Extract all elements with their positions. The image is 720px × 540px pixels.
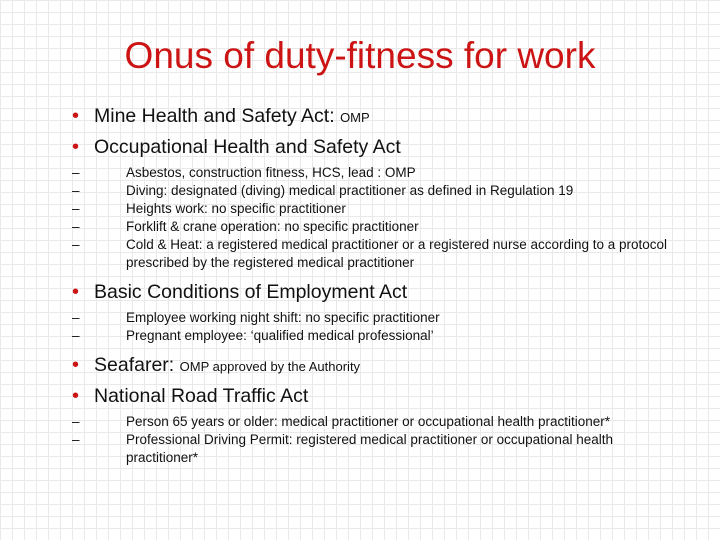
sub-item: – Professional Driving Permit: registered medical practitioner or occupational health practitioner* bbox=[72, 432, 613, 465]
bullet-label: National Road Traffic Act bbox=[94, 385, 309, 407]
bullet-list bbox=[72, 104, 682, 475]
bullet-marker: • bbox=[72, 105, 80, 127]
dash-marker: – bbox=[72, 165, 80, 180]
dash-marker: – bbox=[72, 219, 80, 234]
dash-marker: – bbox=[72, 237, 80, 252]
sub-item: – Asbestos, construction fitness, HCS, lead : OMP bbox=[72, 165, 416, 180]
bullet-marker: • bbox=[72, 354, 80, 376]
bullet-marker: • bbox=[72, 281, 80, 303]
bullet-seafarer bbox=[72, 353, 682, 379]
dash-marker: – bbox=[72, 201, 80, 216]
bullet-bcea bbox=[72, 280, 682, 304]
dash-marker: – bbox=[72, 414, 80, 429]
bullet-label: Basic Conditions of Employment Act bbox=[94, 281, 408, 303]
slide-title: Onus of duty-fitness for work bbox=[124, 35, 596, 76]
bullet-marker: • bbox=[72, 385, 80, 407]
bullet-nrta bbox=[72, 384, 682, 408]
bullet-mine-health-act bbox=[72, 104, 682, 130]
dash-marker: – bbox=[72, 310, 80, 325]
bullet-note: OMP approved by the Authority bbox=[179, 359, 361, 374]
sub-list-bcea bbox=[72, 309, 682, 345]
sub-list-nrta bbox=[72, 413, 682, 467]
dash-marker: – bbox=[72, 328, 80, 343]
dash-marker: – bbox=[72, 432, 80, 447]
sub-item: – Pregnant employee: ‘qualified medical professional’ bbox=[72, 328, 434, 343]
sub-item: – Employee working night shift: no specific practitioner bbox=[72, 310, 440, 325]
dash-marker: – bbox=[72, 183, 80, 198]
sub-item: – Person 65 years or older: medical practitioner or occupational health practitioner* bbox=[72, 414, 611, 429]
sub-item: – Forklift & crane operation: no specific practitioner bbox=[72, 219, 419, 234]
sub-item: – Diving: designated (diving) medical practitioner as defined in Regulation 19 bbox=[72, 183, 574, 198]
sub-item: – Cold & Heat: a registered medical practitioner or a registered nurse according to a protocol prescribed by the registered medical practitioner bbox=[72, 237, 668, 270]
bullet-ohs-act bbox=[72, 135, 682, 159]
sub-item: – Heights work: no specific practitioner bbox=[72, 201, 346, 216]
bullet-label: Occupational Health and Safety Act bbox=[94, 136, 401, 158]
bullet-label: Mine Health and Safety Act: bbox=[94, 105, 335, 127]
bullet-marker: • bbox=[72, 136, 80, 158]
sub-list-ohs bbox=[72, 164, 682, 272]
bullet-label: Seafarer: bbox=[94, 354, 175, 376]
bullet-note: OMP bbox=[340, 110, 370, 125]
